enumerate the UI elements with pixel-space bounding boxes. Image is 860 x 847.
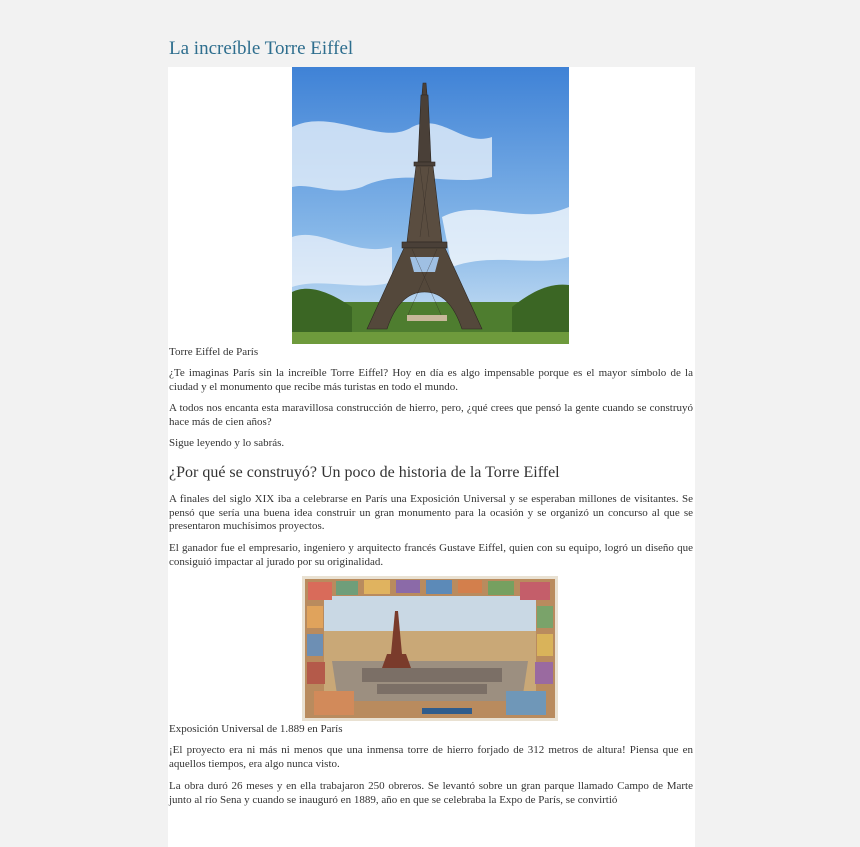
intro-paragraph-1: ¿Te imaginas París sin la increíble Torre Eiffel? Hoy en día es algo impensable porque es el mayor símbolo de la ciudad y el monumento que recibe más turistas en todo el mundo.	[169, 367, 693, 393]
history-paragraph-2: El ganador fue el empresario, ingeniero y arquitecto francés Gustave Eiffel, quien con su equipo, logró un diseño que consiguió impactar al jurado por su originalidad.	[169, 542, 693, 568]
closing-paragraph-2: La obra duró 26 meses y en ella trabajaron 250 obreros. Se levantó sobre un gran parque llamado Campo de Marte junto al río Sena y cuando se inauguró en 1889, año en que se celebraba la Expo de París, se convirtió	[169, 780, 693, 806]
exposition-illustration	[302, 576, 558, 721]
intro-paragraph-3: Sigue leyendo y lo sabrás.	[169, 437, 285, 449]
closing-paragraph-1: ¡El proyecto era ni más ni menos que una inmensa torre de hierro forjado de 312 metros de altura! Piensa que en aquellos tiempos, era algo nunca visto.	[169, 744, 693, 770]
exposition-caption: Exposición Universal de 1.889 en París	[169, 723, 343, 735]
eiffel-tower-photo	[292, 67, 569, 344]
document-body	[168, 67, 695, 847]
history-paragraph-1: A finales del siglo XIX iba a celebrarse en París una Exposición Universal y se esperaban millones de visitantes. Se pensó que sería una buena idea construir un gran monumento para la ocasión y se organizó un concurso al que se presentaron muchísimos proyectos.	[169, 493, 693, 532]
section-heading: ¿Por qué se construyó? Un poco de historia de la Torre Eiffel	[169, 464, 560, 481]
document-page	[168, 30, 695, 847]
page-title: La increíble Torre Eiffel	[169, 38, 354, 59]
tower-photo-caption: Torre Eiffel de París	[169, 346, 259, 358]
intro-paragraph-2: A todos nos encanta esta maravillosa construcción de hierro, pero, ¿qué crees que pensó la gente cuando se construyó hace más de cien años?	[169, 402, 693, 428]
